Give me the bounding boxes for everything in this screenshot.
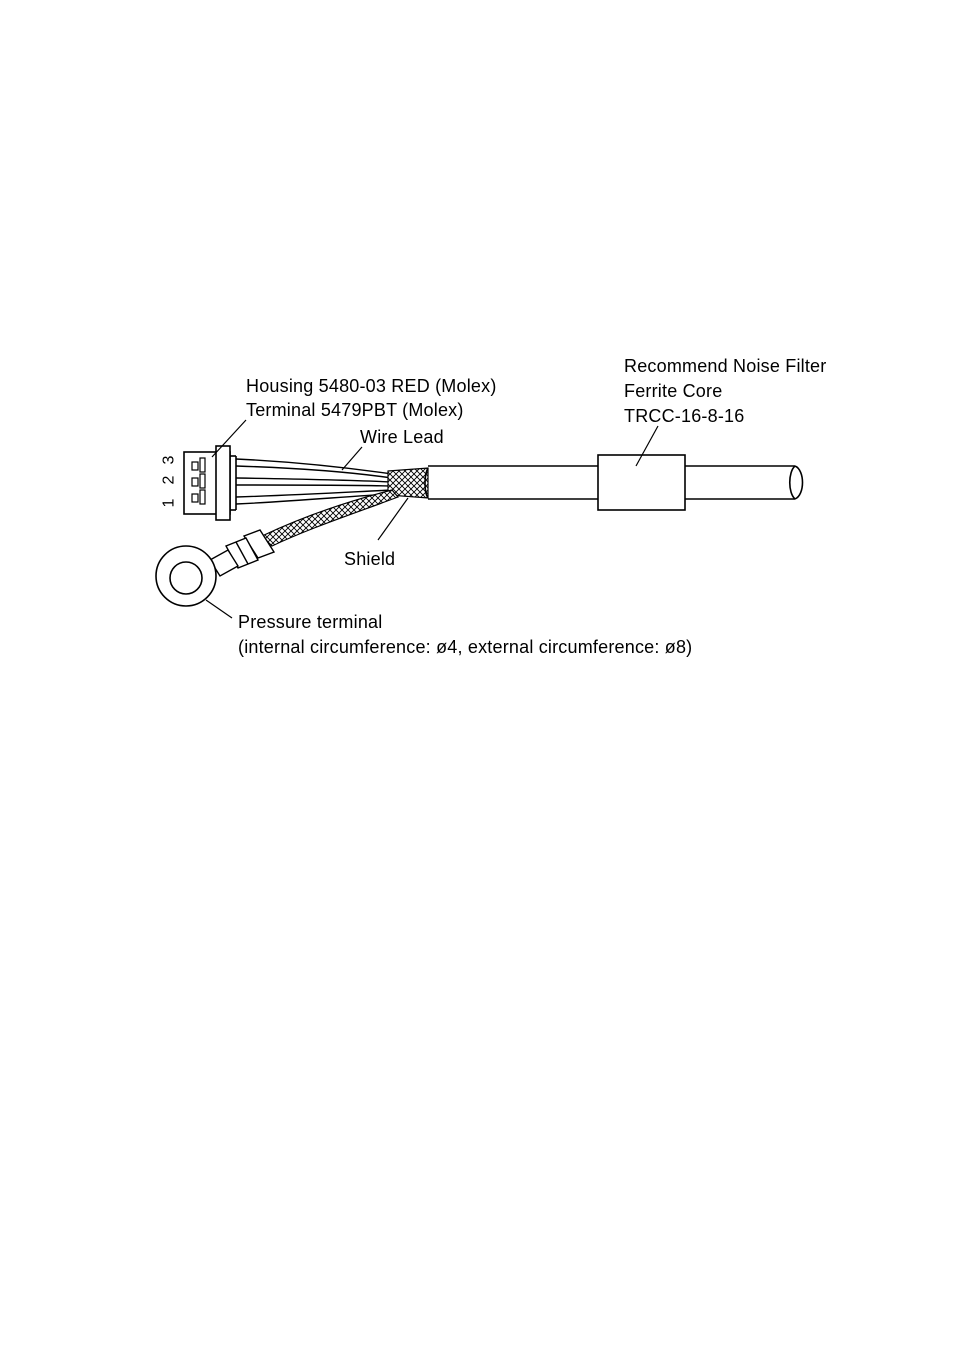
pressure-terminal-ring xyxy=(156,546,216,606)
wire-lead-label: Wire Lead xyxy=(360,427,444,447)
pressure-terminal-label-line2: (internal circumference: ø4, external circumference: ø8) xyxy=(238,637,693,657)
pressure-terminal-label-line1: Pressure terminal xyxy=(238,612,383,632)
terminal-crimp-sleeve xyxy=(210,530,274,576)
ferrite-core xyxy=(598,455,685,510)
noise-filter-label-line1: Recommend Noise Filter xyxy=(624,356,827,376)
pin-number-2: 2 xyxy=(160,475,178,485)
pin-number-3: 3 xyxy=(160,455,178,465)
leader-lines xyxy=(206,420,658,618)
terminal-label: Terminal 5479PBT (Molex) xyxy=(246,400,464,420)
shield-label: Shield xyxy=(344,549,396,569)
housing-label: Housing 5480-03 RED (Molex) xyxy=(246,376,497,396)
pin-number-1: 1 xyxy=(160,498,178,508)
noise-filter-label-line2: Ferrite Core xyxy=(624,381,723,401)
connector-pin-slots xyxy=(192,458,205,504)
noise-filter-label-line3: TRCC-16-8-16 xyxy=(624,406,745,426)
